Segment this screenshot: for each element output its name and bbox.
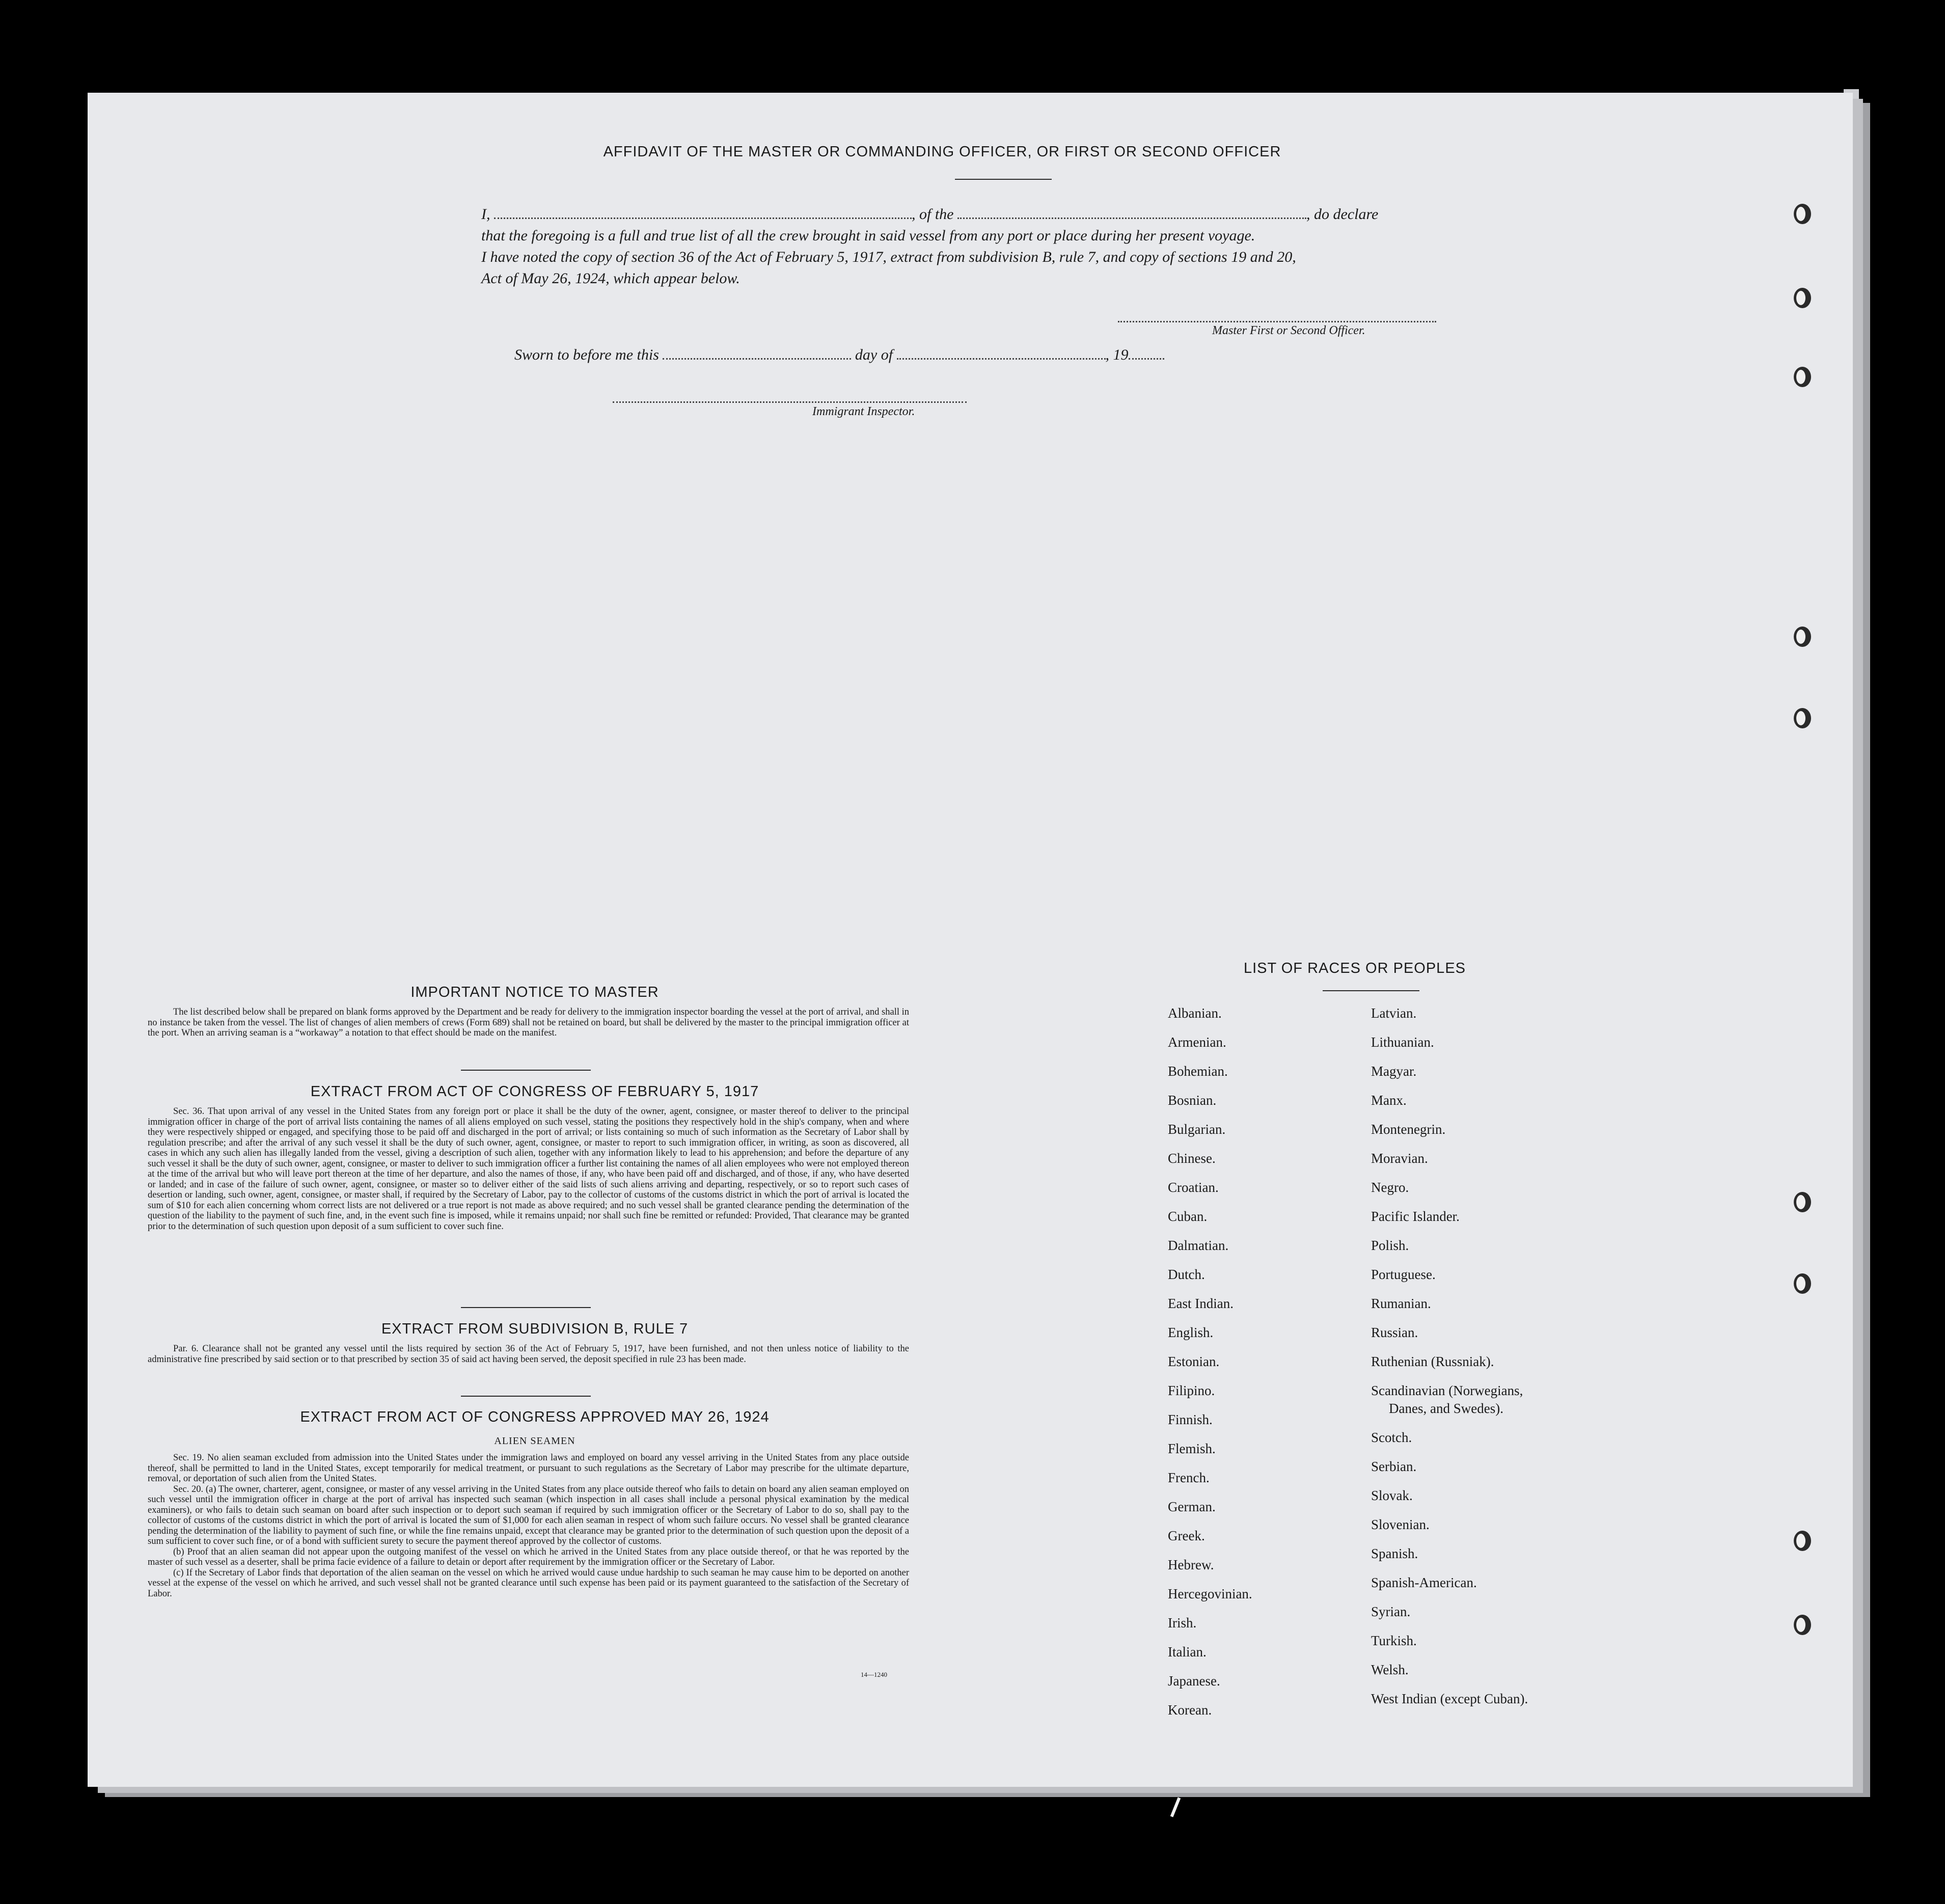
races-left-column xyxy=(1168,1005,1361,1731)
notice-text: The list described below shall be prepared on blank forms approved by the Department and be ready for delivery to the immigration inspector boarding the vessel at the port of arrival, and shall in no instance be taken from the vessel. The list of changes of alien members of crews (Form 689) shall not be retained on board, but shall be delivered by the master to the principal immigration officer at the port. When an arriving seaman is a “workaway” a notation to that effect should be made on the manifest. xyxy=(148,1007,909,1038)
rule7-text: Par. 6. Clearance shall not be granted any vessel until the lists required by section 36 of the Act of February 5, 1917, have been furnished, and not then unless notice of liability to the administrative fine prescribed by said section or to that prescribed by section 35 of said act having been served, the deposit specified in rule 23 has been made. xyxy=(148,1344,909,1365)
sec20c-text: (c) If the Secretary of Labor finds that deportation of the alien seaman on the vessel on which he arrived would cause undue hardship to such seaman he may cause him to be deported on another vessel at the expense of the vessel on which he arrived, and such vessel shall not be granted clearance until such expense has been paid or its payment guaranteed to the satisfaction of the Secretary of Labor. xyxy=(148,1567,909,1599)
race-item: Filipino. xyxy=(1168,1383,1215,1398)
name-blank[interactable] xyxy=(494,217,912,219)
affidavit-i: I, xyxy=(481,206,490,223)
extract-1924-title: EXTRACT FROM ACT OF CONGRESS APPROVED MAY 26, 1924 xyxy=(300,1409,770,1425)
races-right-column xyxy=(1371,1005,1656,1720)
affidavit-line3: I have noted the copy of section 36 of the Act of February 5, 1917, extract from subdivision B, rule 7, and copy of sections 19 and 20, xyxy=(481,249,1296,265)
divider xyxy=(461,1070,591,1071)
race-item: Bohemian. xyxy=(1168,1064,1228,1079)
sworn-text: Sworn to before me this xyxy=(514,346,659,363)
race-item: Syrian. xyxy=(1371,1604,1411,1619)
race-item: Pacific Islander. xyxy=(1371,1209,1460,1224)
race-item: Turkish. xyxy=(1371,1633,1417,1648)
race-item: Slovak. xyxy=(1371,1488,1413,1503)
punch-hole xyxy=(1794,288,1811,308)
punch-hole xyxy=(1794,627,1811,647)
divider xyxy=(461,1396,591,1397)
race-item: Albanian. xyxy=(1168,1005,1222,1021)
punch-hole xyxy=(1794,1615,1811,1635)
extract-1924-text xyxy=(148,1453,909,1599)
race-item: Welsh. xyxy=(1371,1662,1409,1677)
race-item: English. xyxy=(1168,1325,1214,1340)
race-item: Hercegovinian. xyxy=(1168,1586,1252,1601)
race-item: Manx. xyxy=(1371,1093,1407,1108)
affidavit-of-the: , of the xyxy=(912,206,954,223)
race-item: Latvian. xyxy=(1371,1005,1417,1021)
punch-hole xyxy=(1794,1531,1811,1551)
sworn-month-blank[interactable] xyxy=(897,358,1106,360)
notice-title: IMPORTANT NOTICE TO MASTER xyxy=(410,984,659,1000)
race-item: Hebrew. xyxy=(1168,1557,1214,1572)
affidavit-line2: that the foregoing is a full and true list of all the crew brought in said vessel from any port or place during her present voyage. xyxy=(481,227,1255,244)
race-item: West Indian (except Cuban). xyxy=(1371,1691,1528,1706)
race-item: Croatian. xyxy=(1168,1180,1219,1195)
sworn-line xyxy=(514,346,1164,364)
affidavit-title: AFFIDAVIT OF THE MASTER OR COMMANDING OFFICER, OR FIRST OR SECOND OFFICER xyxy=(603,144,1281,160)
day-of-text: day of xyxy=(855,346,893,363)
inspector-signature-line[interactable] xyxy=(613,401,967,403)
race-item: Estonian. xyxy=(1168,1354,1220,1369)
affidavit-declare: , do declare xyxy=(1306,206,1379,223)
affidavit-line4: Act of May 26, 1924, which appear below. xyxy=(481,270,740,287)
inspector-label: Immigrant Inspector. xyxy=(812,405,915,418)
punch-hole xyxy=(1794,204,1811,224)
extract-1917-title: EXTRACT FROM ACT OF CONGRESS OF FEBRUARY 5, 1917 xyxy=(310,1083,759,1100)
master-signature-line[interactable] xyxy=(1118,321,1436,322)
alien-seamen-subtitle: ALIEN SEAMEN xyxy=(494,1435,576,1447)
race-item: Bulgarian. xyxy=(1168,1122,1226,1137)
form-number: 14—1240 xyxy=(861,1671,887,1678)
sworn-day-blank[interactable] xyxy=(663,358,851,360)
stray-mark xyxy=(1170,1797,1181,1817)
punch-hole xyxy=(1794,367,1811,387)
vessel-blank[interactable] xyxy=(957,217,1306,219)
race-item: Magyar. xyxy=(1371,1064,1417,1079)
sec19-text: Sec. 19. No alien seaman excluded from admission into the United States under the immigration laws and employed on board any vessel arriving in the United States from any place outside thereof, shall be permitted to land in the United States, except temporarily for medical treatment, or pursuant to such regulations as the Secretary of Labor may prescribe for the ultimate departure, removal, or deportation of such alien from the United States. xyxy=(148,1453,909,1484)
punch-hole xyxy=(1794,708,1811,728)
race-item: Finnish. xyxy=(1168,1412,1213,1427)
race-item: Lithuanian. xyxy=(1371,1035,1434,1050)
sec20b-text: (b) Proof that an alien seaman did not appear upon the outgoing manifest of the vessel on which he arrived in the United States from any place outside thereof, or that he was reported by the master of such vessel as a deserter, shall be prima facie evidence of a failure to detain or deport after requirement by the immigration officer or the Secretary of Labor. xyxy=(148,1546,909,1567)
divider xyxy=(1323,990,1419,991)
race-item: Portuguese. xyxy=(1371,1267,1436,1282)
race-item: Moravian. xyxy=(1371,1151,1428,1166)
race-item: Chinese. xyxy=(1168,1151,1216,1166)
master-label: Master First or Second Officer. xyxy=(1212,324,1365,337)
race-item: Serbian. xyxy=(1371,1459,1417,1474)
race-item: Scandinavian (Norwegians, xyxy=(1371,1383,1523,1398)
races-title: LIST OF RACES OR PEOPLES xyxy=(1243,960,1466,976)
divider xyxy=(461,1307,591,1308)
race-item: French. xyxy=(1168,1470,1210,1485)
race-item: Spanish. xyxy=(1371,1546,1418,1561)
punch-hole xyxy=(1794,1192,1811,1212)
race-item: Armenian. xyxy=(1168,1035,1226,1050)
rule7-title: EXTRACT FROM SUBDIVISION B, RULE 7 xyxy=(381,1321,689,1337)
race-item: Danes, and Swedes). xyxy=(1389,1401,1503,1416)
race-item: Dalmatian. xyxy=(1168,1238,1229,1253)
affidavit-statement xyxy=(481,204,1454,289)
race-item: Italian. xyxy=(1168,1644,1207,1660)
race-item: Bosnian. xyxy=(1168,1093,1217,1108)
race-item: Flemish. xyxy=(1168,1441,1216,1456)
race-item: German. xyxy=(1168,1499,1216,1514)
race-item: Rumanian. xyxy=(1371,1296,1431,1311)
punch-hole xyxy=(1794,1273,1811,1294)
race-item: Greek. xyxy=(1168,1528,1205,1543)
race-item: East Indian. xyxy=(1168,1296,1234,1311)
race-item: Polish. xyxy=(1371,1238,1409,1253)
race-item: Ruthenian (Russniak). xyxy=(1371,1354,1494,1369)
race-item: Spanish-American. xyxy=(1371,1575,1477,1590)
race-item: Montenegrin. xyxy=(1371,1122,1446,1137)
extract-1917-text: Sec. 36. That upon arrival of any vessel in the United States from any foreign port or place it shall be the duty of the owner, agent, consignee, or master thereof to deliver to the principal immigration officer in charge of the port of arrival lists containing the names of all aliens employed on such vessel, stating the positions they respectively hold in the ship's company, when and where they were respectively shipped or engaged, and specifying those to be paid off and discharged in the port of arrival; or lists containing so much of such information as the Secretary of Labor shall by regulation prescribe; and after the arrival of any such vessel it shall be the duty of such owner, agent, consignee, or master to report to such immigration officer, in writing, as soon as discovered, all cases in which any such alien has illegally landed from the vessel, giving a description of such alien, together with any information likely to lead to his apprehension; and before the departure of any such vessel it shall be the duty of such owner, agent, consignee, or master to deliver to such immigration officer a further list containing the names of all alien employees who were not employed thereon at the time of the arrival but who will leave port thereon at the time of her departure, and also the names of those, if any, who have been paid off and discharged, and of those, if any, who have deserted or landed; and in case of the failure of such owner, agent, consignee, or master so to deliver either of the said lists of such aliens arriving and departing, respectively, or so to report such cases of desertion or landing, such owner, agent, consignee, or master shall, if required by the Secretary of Labor, pay to the collector of customs of the customs district in which the port of arrival is located the sum of $10 for each alien concerning whom correct lists are not delivered or a true report is not made as above required; and no such vessel shall be granted clearance pending the determination of the question of the liability to the payment of such fine, and, in the event such fine is imposed, while it remains unpaid; nor shall such fine be remitted or refunded: Provided, That clearance may be granted prior to the determination of such question upon deposit of a sum sufficient to cover such fine. xyxy=(148,1106,909,1232)
race-item: Scotch. xyxy=(1371,1430,1412,1445)
sworn-year-blank[interactable] xyxy=(1129,358,1164,360)
race-item: Dutch. xyxy=(1168,1267,1205,1282)
race-item: Negro. xyxy=(1371,1180,1409,1195)
race-item: Cuban. xyxy=(1168,1209,1208,1224)
sec20a-text: Sec. 20. (a) The owner, charterer, agent, consignee, or master of any vessel arriving in the United States from any place outside thereof who fails to detain on board any alien seaman employed on such vessel until the immigration officer in charge at the port of arrival has inspected such seaman (which inspection in all cases shall include a personal physical examination by the medical examiners), or who fails to detain such seaman on board after such inspection or to deport such seaman if required by such immigration officer or the Secretary of Labor to do so, shall pay to the collector of customs of the customs district in which the port of arrival is located the sum of $1,000 for each alien seaman in respect of whom such failure occurs. No vessel shall be granted clearance pending the determination of the liability to payment of such fine, or while the fine remains unpaid, except that clearance may be granted prior to the determination of such question upon the deposit of a sum sufficient to cover such fine, or of a bond with sufficient surety to secure the payment thereof approved by the collector of customs. xyxy=(148,1484,909,1546)
year-text: , 19 xyxy=(1105,346,1129,363)
race-item: Korean. xyxy=(1168,1702,1212,1718)
race-item: Slovenian. xyxy=(1371,1517,1430,1532)
race-item: Russian. xyxy=(1371,1325,1418,1340)
race-item: Japanese. xyxy=(1168,1673,1220,1689)
race-item: Irish. xyxy=(1168,1615,1197,1630)
divider xyxy=(955,179,1052,180)
